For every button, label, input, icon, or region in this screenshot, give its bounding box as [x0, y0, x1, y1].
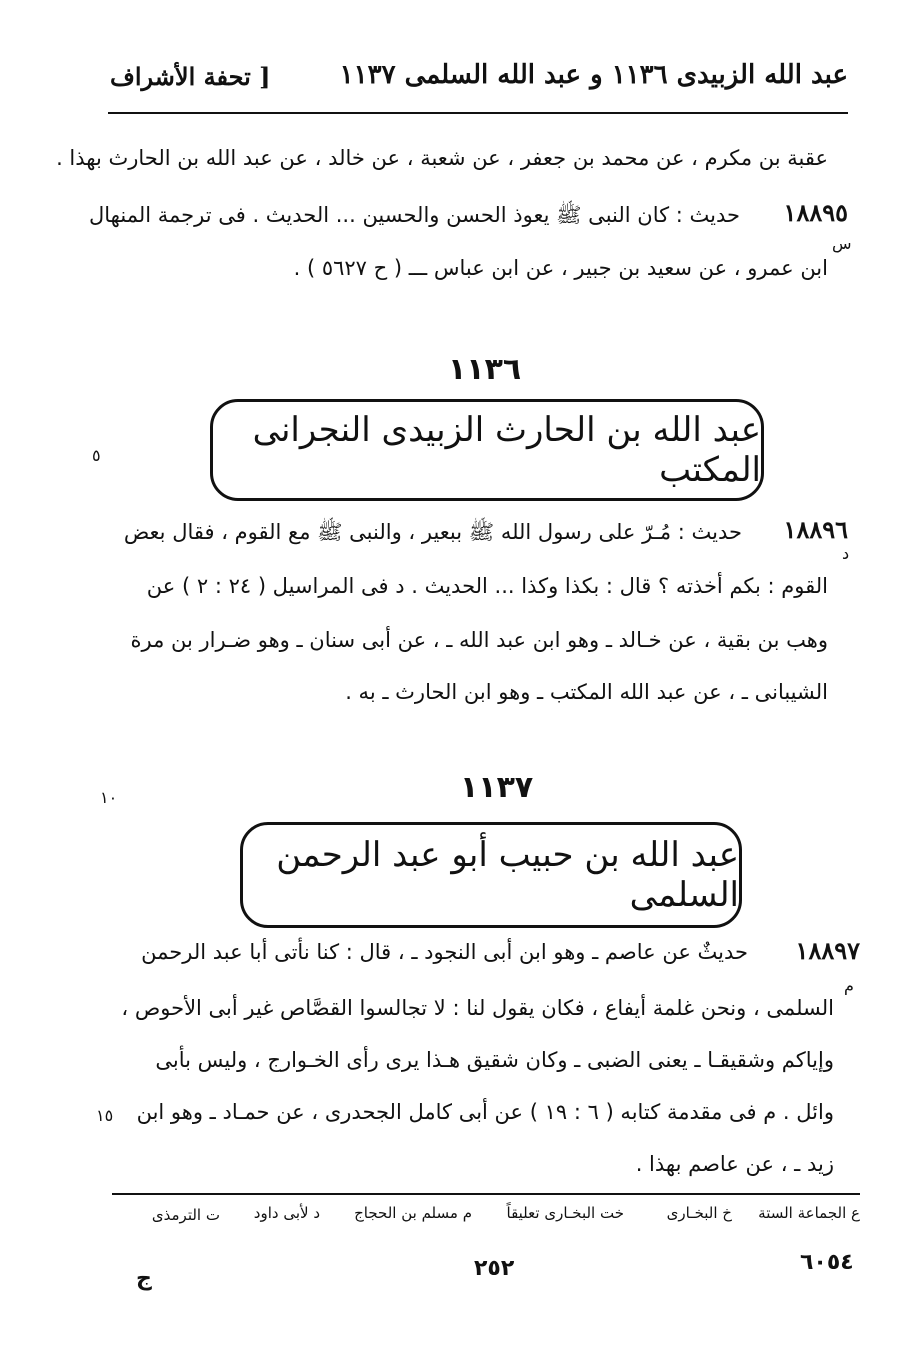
text-line: وهب بن بقية ، عن خـالد ـ وهو ابن عبد الله ـ ، عن أبى سنان ـ وهو ضـرار بن مرة: [130, 628, 828, 652]
section-number: ١١٣٦: [448, 352, 522, 387]
text-line: وائل . م فى مقدمة كتابه ( ٦ : ١٩ ) عن أبى كامل الجحدرى ، عن حمـاد ـ وهو ابن: [136, 1100, 834, 1124]
abbr-item: ت الترمذى: [151, 1206, 220, 1224]
header-rule: [108, 112, 848, 114]
margin-line-number: ١٠: [100, 788, 118, 807]
running-title: عبد الله الزبيدى ١١٣٦ و عبد الله السلمى ١١٣٧: [339, 60, 848, 90]
abbr-item: ع الجماعة الستة: [758, 1204, 860, 1222]
abbr-item: د لأبى داود: [253, 1204, 320, 1222]
text-line: زيد ـ ، عن عاصم بهذا .: [635, 1152, 834, 1176]
text-line: القوم : بكم أخذته ؟ قال : بكذا وكذا ... الحديث . د فى المراسيل ( ٢٤ : ٢ ) عن: [146, 574, 828, 598]
margin-sigla: س: [832, 234, 852, 253]
margin-sigla: د: [842, 544, 850, 563]
abbr-item: م مسلم بن الحجاج: [354, 1204, 472, 1222]
text-line: وإياكم وشقيقـا ـ يعنى الضبى ـ وكان شقيق هـذا يرى رأى الخـوارج ، وليس بأبى: [155, 1048, 834, 1072]
section-name-box: [210, 399, 764, 501]
text-line: حديث : كان النبى ﷺ يعوذ الحسن والحسين ... الحديث . فى ترجمة المنهال: [89, 203, 740, 227]
abbr-item: خت البخـارى تعليقاً: [506, 1204, 624, 1222]
text-line: السلمى ، ونحن غلمة أيفاع ، فكان يقول لنا : لا تجالسوا القصَّاص غير أبى الأحوص ،: [121, 996, 834, 1020]
margin-sigla: م: [844, 976, 854, 995]
section-name: عبد الله بن حبيب أبو عبد الرحمن السلمى: [276, 835, 739, 915]
section-name-box: [240, 822, 742, 928]
margin-line-number: ٥: [92, 446, 101, 465]
section-number: ١١٣٧: [460, 770, 534, 805]
abbr-item: خ البخـارى: [666, 1204, 732, 1222]
entry-number: ١٨٨٩٦: [783, 515, 848, 544]
text-line: ابن عمرو ، عن سعيد بن جبير ، عن ابن عباس ـــ ( ح ٥٦٢٧ ) .: [293, 256, 828, 280]
volume-mark: ج: [136, 1266, 152, 1291]
text-line: عقبة بن مكرم ، عن محمد بن جعفر ، عن شعبة ، عن خالد ، عن عبد الله بن الحارث بهذا .: [56, 146, 828, 170]
section-name: عبد الله بن الحارث الزبيدى النجرانى المكتب: [252, 410, 761, 490]
text-line: الشيبانى ـ ، عن عبد الله المكتب ـ وهو ابن الحارث ـ به .: [345, 680, 828, 704]
page-number: ٢٥٢: [474, 1256, 515, 1281]
book-title: [ تحفة الأشراف: [110, 62, 271, 91]
entry-number: ١٨٨٩٥: [783, 198, 848, 227]
footnote-rule: [112, 1193, 860, 1195]
text-line: حديثٌ عن عاصم ـ وهو ابن أبى النجود ـ ، قال : كنا نأتى أبا عبد الرحمن: [141, 940, 748, 964]
margin-line-number: ١٥: [96, 1106, 114, 1125]
signature-number: ٦٠٥٤: [800, 1250, 854, 1275]
text-line: حديث : مُـرّ على رسول الله ﷺ ببعير ، والنبى ﷺ مع القوم ، فقال بعض: [123, 520, 742, 544]
entry-number: ١٨٨٩٧: [795, 936, 860, 965]
